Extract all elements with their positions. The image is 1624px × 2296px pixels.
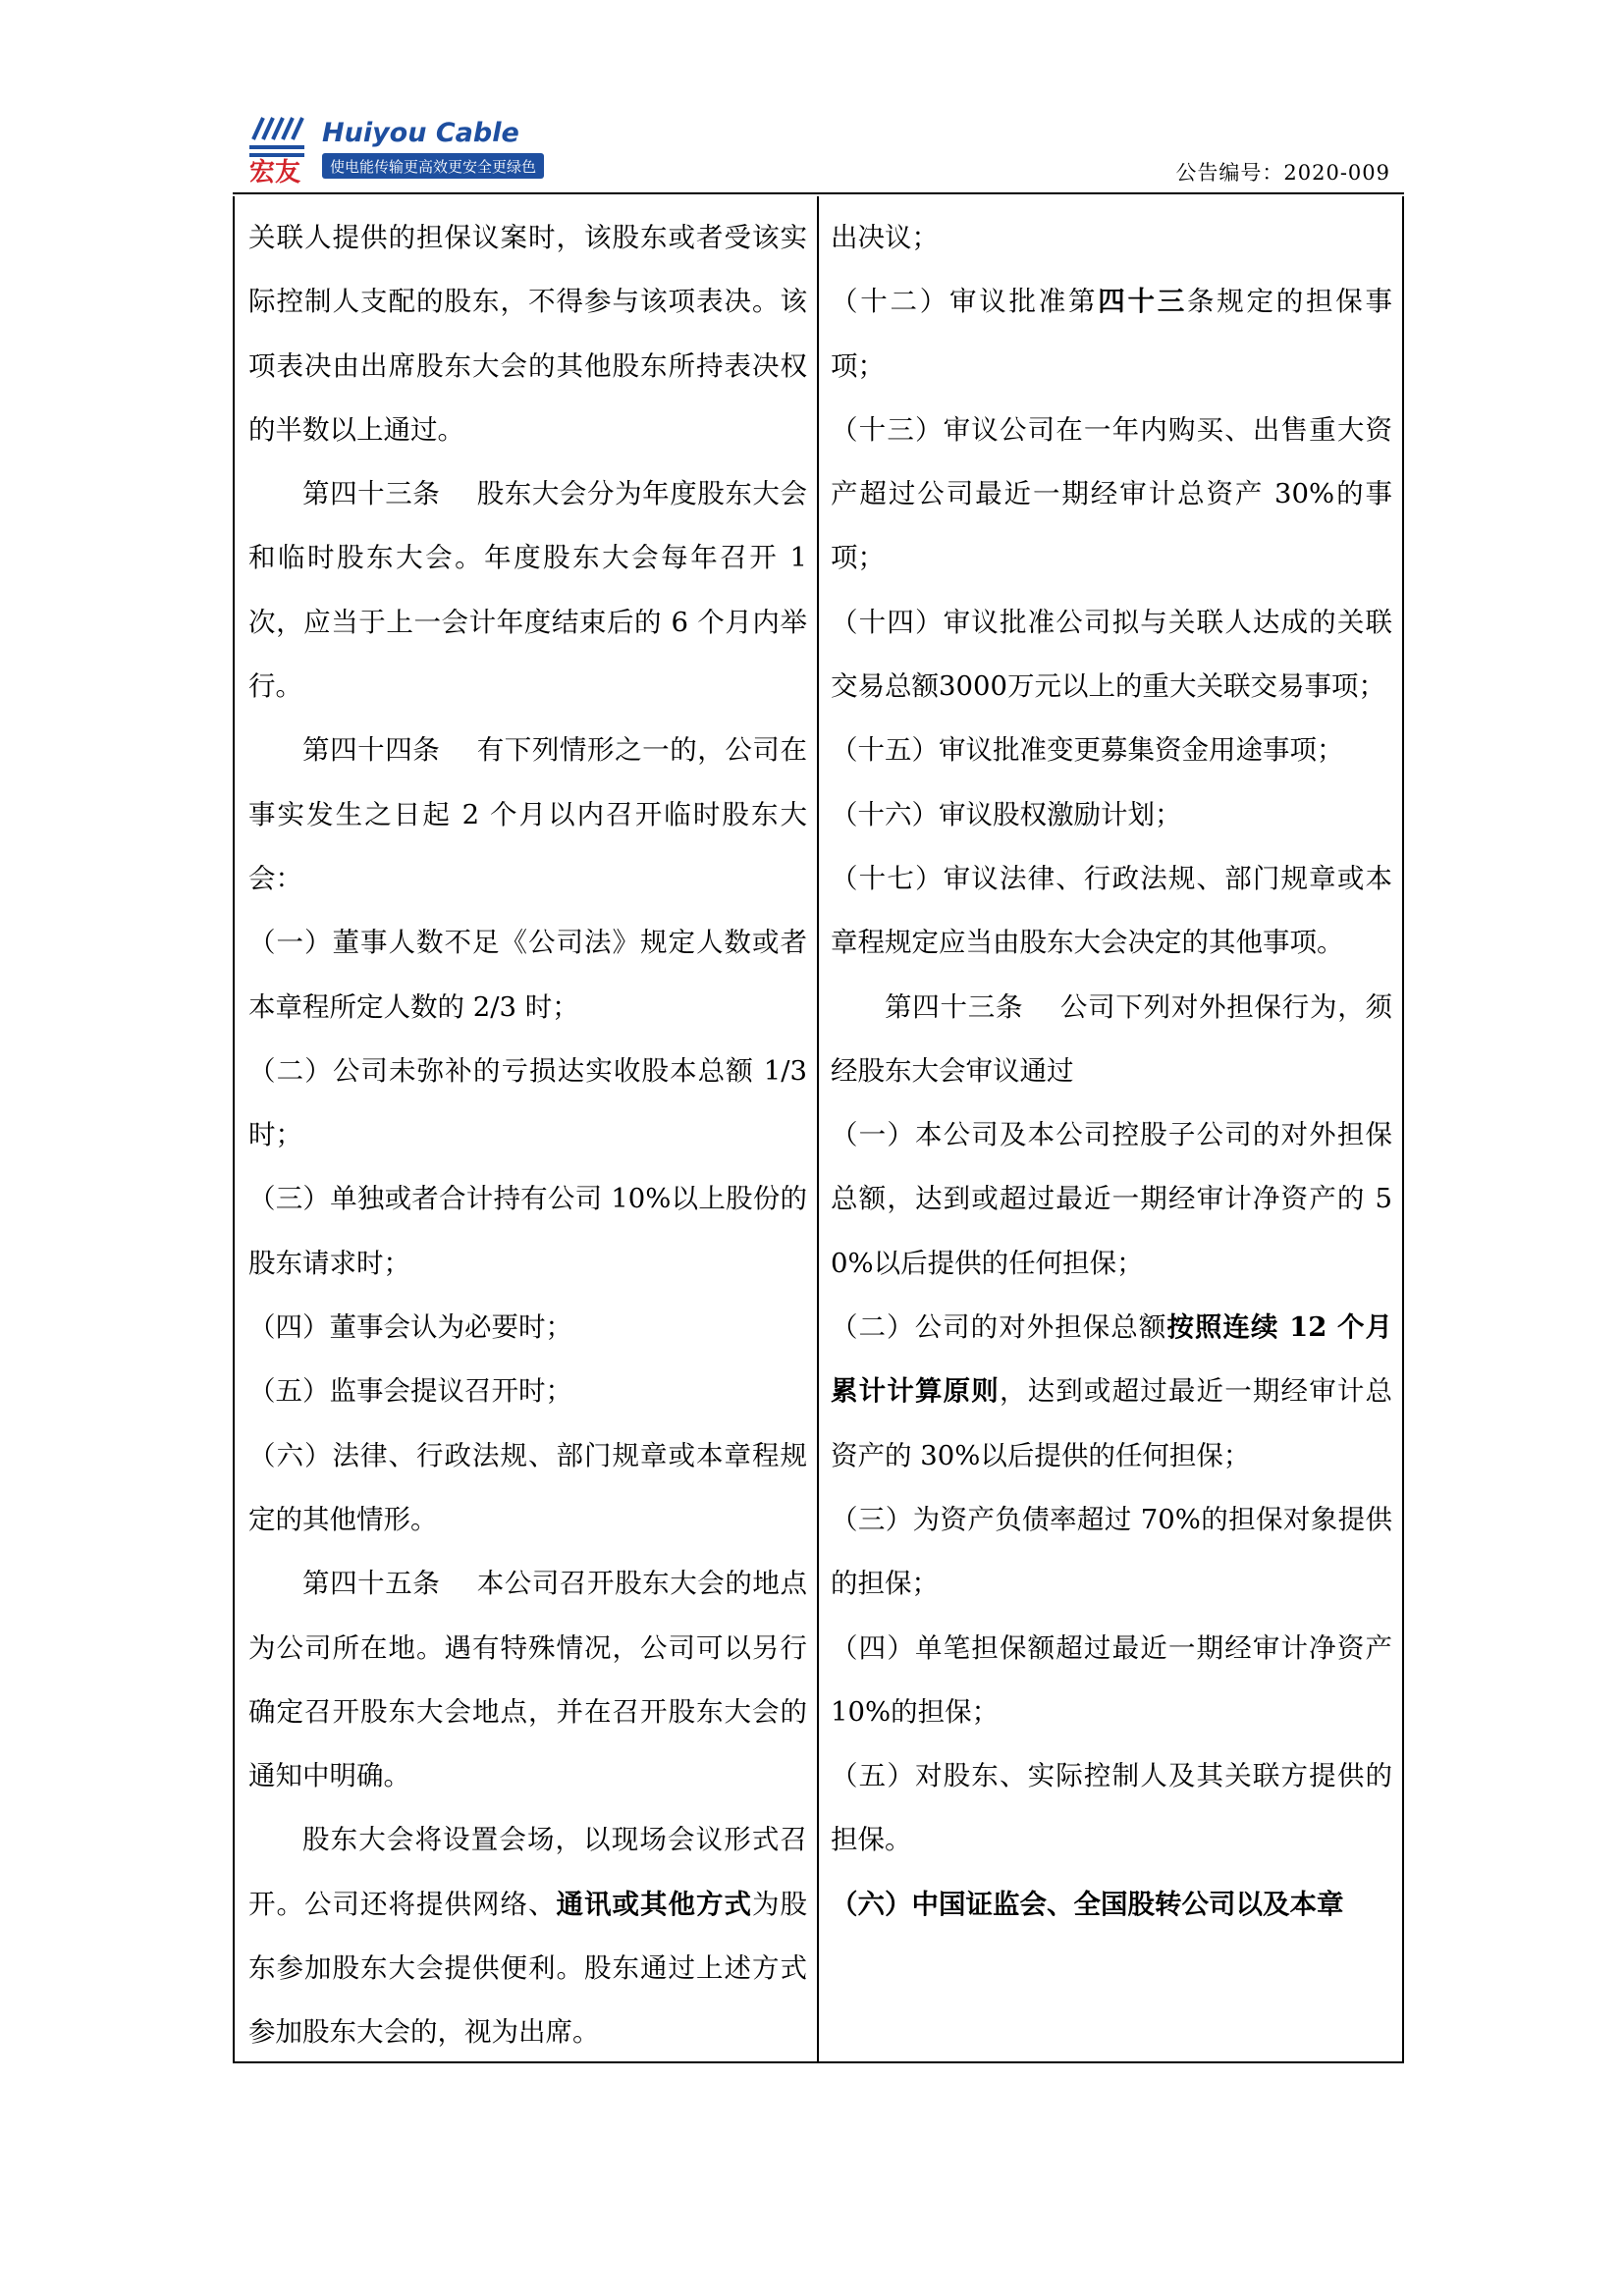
left-column <box>235 196 819 2061</box>
bold-text: 四十三 <box>1098 286 1187 318</box>
text-run: （四）董事会认为必要时； <box>248 1311 572 1344</box>
logo-graphic <box>244 110 558 188</box>
text-run: 第四十三条 公司下列对外担保行为，须经股东大会审议通过 <box>831 990 1392 1087</box>
notice-number: 公告编号：2020-009 <box>1175 161 1390 185</box>
text-run: （十二）审议批准第 <box>831 286 1099 318</box>
text-run: （二）公司的对外担保总额 <box>831 1311 1167 1344</box>
paragraph <box>248 1808 807 2061</box>
paragraph <box>248 1296 807 1360</box>
paragraph <box>248 911 807 1040</box>
paragraph <box>248 719 807 911</box>
text-run: 第四十三条 股东大会分为年度股东大会和临时股东大会。年度股东大会每年召开 1 次，应当于上一会计年度结束后的 6 个月内举行。 <box>248 478 807 703</box>
paragraph <box>248 1360 807 1423</box>
bold-text: 通讯或其他方式 <box>556 1888 752 1920</box>
paragraph <box>831 1296 1392 1488</box>
bold-text: （六）中国证监会、全国股转公司以及本章 <box>831 1888 1344 1920</box>
text-run: （五）监事会提议召开时； <box>248 1375 572 1408</box>
text-run: 关联人提供的担保议案时，该股东或者受该实际控制人支配的股东，不得参与该项表决。该项表决由出席股东大会的其他股东所持表决权的半数以上通过。 <box>248 222 807 446</box>
text-run: （一）本公司及本公司控股子公司的对外担保总额，达到或超过最近一期经审计净资产的 50%以后提供的任何担保； <box>831 1119 1392 1279</box>
text-run: 为股东参加股东大会提供便利。股东通过上述方式参加股东大会的，视为出席。 <box>248 1888 807 2049</box>
text-run: 条规定的担保事项； <box>831 286 1392 382</box>
text-run: （一）董事人数不足《公司法》规定人数或者本章程所定人数的 2/3 时； <box>248 927 807 1023</box>
paragraph <box>831 1103 1392 1296</box>
paragraph <box>248 1552 807 1808</box>
cable-mark-icon <box>249 118 304 155</box>
company-logo <box>244 110 558 188</box>
text-run: 股东大会将设置会场，以现场会议形式召开。公司还将提供网络、 <box>248 1824 807 1920</box>
text-run: （十六）审议股权激励计划； <box>831 798 1182 830</box>
paragraph <box>831 1488 1392 1617</box>
text-run: ，达到或超过最近一期经审计总资产的 30%以后提供的任何担保； <box>831 1375 1393 1471</box>
bold-text: 按照连续 12 个月累计计算原则 <box>831 1311 1393 1408</box>
paragraph <box>831 719 1392 782</box>
right-column <box>819 196 1402 2061</box>
svg-text:Huiyou Cable: Huiyou Cable <box>322 118 519 148</box>
paragraph <box>831 1617 1392 1745</box>
text-run: （六）法律、行政法规、部门规章或本章程规定的其他情形。 <box>248 1439 807 1535</box>
text-run: （三）为资产负债率超过 70%的担保对象提供的担保； <box>831 1503 1392 1600</box>
text-run: （五）对股东、实际控制人及其关联方提供的担保。 <box>831 1760 1392 1856</box>
paragraph <box>831 1744 1392 1873</box>
text-run: （四）单笔担保额超过最近一期经审计净资产 10%的担保； <box>831 1631 1392 1728</box>
paragraph <box>831 976 1392 1104</box>
text-run: （十五）审议批准变更募集资金用途事项； <box>831 734 1344 767</box>
comparison-table <box>233 196 1404 2063</box>
paragraph <box>831 783 1392 847</box>
text-run: （十七）审议法律、行政法规、部门规章或本章程规定应当由股东大会决定的其他事项。 <box>831 862 1392 959</box>
text-run: （三）单独或者合计持有公司 10%以上股份的股东请求时； <box>248 1183 807 1279</box>
paragraph <box>248 1040 807 1168</box>
paragraph <box>831 1873 1392 1937</box>
text-run: 第四十四条 有下列情形之一的，公司在事实发生之日起 2 个月以内召开临时股东大会： <box>248 734 807 894</box>
text-run: 第四十五条 本公司召开股东大会的地点为公司所在地。遇有特殊情况，公司可以另行确定召开股东大会地点，并在召开股东大会的通知中明确。 <box>248 1568 807 1792</box>
paragraph <box>831 847 1392 976</box>
svg-text:使电能传输更高效更安全更绿色: 使电能传输更高效更安全更绿色 <box>329 158 537 176</box>
paragraph <box>831 591 1392 720</box>
text-run: （十四）审议批准公司拟与关联人达成的关联交易总额3000万元以上的重大关联交易事项； <box>831 606 1392 703</box>
paragraph <box>248 1424 807 1553</box>
svg-text:宏友: 宏友 <box>249 158 301 187</box>
paragraph <box>831 399 1392 591</box>
text-run: （十三）审议公司在一年内购买、出售重大资产超过公司最近一期经审计总资产 30%的事项； <box>831 413 1392 574</box>
paragraph <box>248 1167 807 1296</box>
paragraph <box>248 462 807 719</box>
paragraph <box>248 206 807 462</box>
header-rule <box>233 192 1404 194</box>
text-run: 出决议； <box>831 222 939 253</box>
paragraph <box>831 270 1392 399</box>
text-run: （二）公司未弥补的亏损达实收股本总额 1/3 时； <box>248 1054 807 1151</box>
paragraph <box>831 206 1392 270</box>
